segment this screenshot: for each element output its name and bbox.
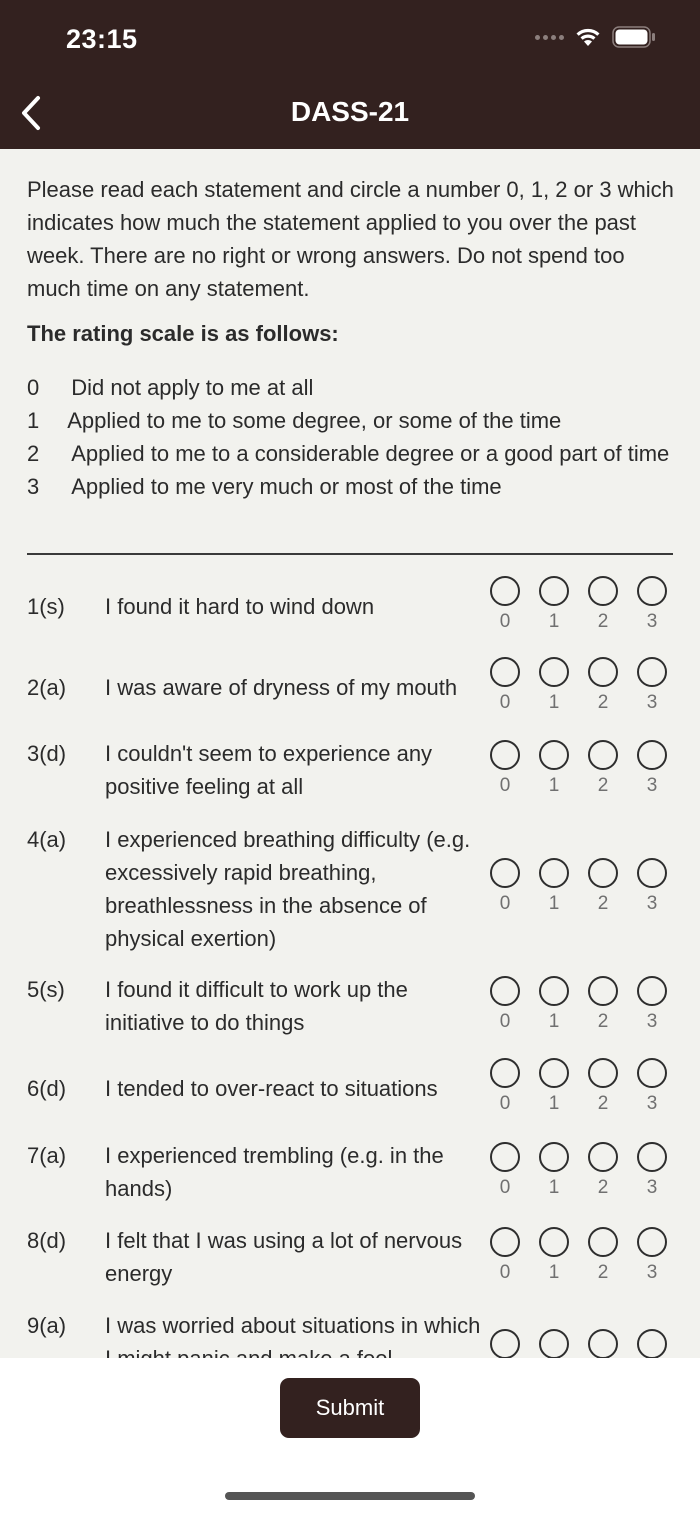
option-3[interactable]	[636, 1227, 668, 1283]
option-label: 0	[499, 1262, 511, 1283]
option-label: 3	[646, 1093, 658, 1114]
page-title: DASS-21	[290, 96, 410, 127]
option-label: 0	[499, 611, 511, 632]
instructions-text: Please read each statement and circle a number 0, 1, 2 or 3 which indicates how much the statement applied to you over the past week. There are no right or wrong answers. Do not spend too much time on any statement.	[27, 177, 674, 301]
radio-button[interactable]	[490, 1058, 520, 1088]
radio-button[interactable]	[490, 858, 520, 888]
radio-button[interactable]	[490, 976, 520, 1006]
option-label: 0	[499, 1011, 511, 1032]
radio-button[interactable]	[588, 1142, 618, 1172]
option-2[interactable]	[587, 740, 619, 796]
radio-button[interactable]	[539, 1142, 569, 1172]
option-1[interactable]	[538, 1227, 570, 1283]
question-text: I experienced trembling (e.g. in the hands)	[105, 1143, 444, 1201]
question-text: I experienced breathing difficulty (e.g. excessively rapid breathing, breathlessness in the absence of physical exertion)	[105, 827, 471, 951]
option-3[interactable]	[636, 657, 668, 713]
scale-item	[27, 371, 677, 404]
radio-button[interactable]	[539, 1227, 569, 1257]
scale-description: Did not apply to me at all	[71, 375, 314, 400]
radio-button[interactable]	[539, 976, 569, 1006]
radio-button[interactable]	[490, 1142, 520, 1172]
radio-button[interactable]	[588, 576, 618, 606]
radio-button[interactable]	[490, 657, 520, 687]
option-label: 1	[548, 611, 560, 632]
option-label: 2	[597, 611, 609, 632]
option-label: 2	[597, 775, 609, 796]
option-label: 1	[548, 692, 560, 713]
scale-description: Applied to me to some degree, or some of the time	[67, 408, 562, 433]
radio-button[interactable]	[637, 576, 667, 606]
wifi-icon	[574, 26, 602, 48]
answer-options	[489, 1142, 668, 1198]
cellular-signal-icon	[535, 35, 564, 40]
option-label: 0	[499, 1177, 511, 1198]
option-1[interactable]	[538, 657, 570, 713]
app-header	[0, 0, 700, 149]
option-0[interactable]	[489, 576, 521, 632]
option-3[interactable]	[636, 976, 668, 1032]
answer-options	[489, 740, 668, 796]
question-number: 7(a)	[27, 1143, 67, 1168]
option-label: 3	[646, 692, 658, 713]
radio-button[interactable]	[637, 1329, 667, 1359]
option-2[interactable]	[587, 976, 619, 1032]
option-2[interactable]	[587, 858, 619, 914]
submit-button[interactable]: Submit	[280, 1378, 420, 1438]
option-label: 2	[597, 893, 609, 914]
option-0[interactable]	[489, 1142, 521, 1198]
question-number: 3(d)	[27, 741, 67, 766]
option-2[interactable]	[587, 1058, 619, 1114]
radio-button[interactable]	[588, 1329, 618, 1359]
question-text: I found it difficult to work up the initiative to do things	[105, 977, 408, 1035]
question-text: I couldn't seem to experience any positive feeling at all	[105, 741, 433, 799]
radio-button[interactable]	[588, 657, 618, 687]
option-2[interactable]	[587, 657, 619, 713]
option-1[interactable]	[538, 976, 570, 1032]
option-3[interactable]	[636, 1142, 668, 1198]
option-label: 2	[597, 1011, 609, 1032]
questionnaire-content[interactable]	[0, 149, 700, 1358]
option-label: 0	[499, 893, 511, 914]
option-label: 1	[548, 1262, 560, 1283]
option-3[interactable]	[636, 1058, 668, 1114]
radio-button[interactable]	[637, 976, 667, 1006]
radio-button[interactable]	[637, 657, 667, 687]
option-2[interactable]	[587, 576, 619, 632]
scale-description: Applied to me to a considerable degree or a good part of time	[71, 441, 670, 466]
home-indicator[interactable]	[225, 1492, 475, 1500]
answer-options	[489, 1227, 668, 1283]
scale-number: 0	[27, 375, 40, 400]
status-time: 23:15	[66, 24, 138, 54]
option-label: 3	[646, 1177, 658, 1198]
option-label: 2	[597, 692, 609, 713]
radio-button[interactable]	[637, 858, 667, 888]
option-label: 1	[548, 1011, 560, 1032]
option-label: 3	[646, 1262, 658, 1283]
option-0[interactable]	[489, 858, 521, 914]
option-2[interactable]	[587, 1227, 619, 1283]
option-label: 3	[646, 1011, 658, 1032]
scale-heading: The rating scale is as follows:	[27, 321, 339, 346]
option-1[interactable]	[538, 1142, 570, 1198]
scale-item	[27, 470, 677, 503]
radio-button[interactable]	[588, 1058, 618, 1088]
option-3[interactable]	[636, 858, 668, 914]
option-label: 1	[548, 1177, 560, 1198]
option-label: 1	[548, 893, 560, 914]
radio-button[interactable]	[637, 1058, 667, 1088]
option-label: 0	[499, 775, 511, 796]
answer-options	[489, 976, 668, 1032]
option-label: 2	[597, 1262, 609, 1283]
question-number: 9(a)	[27, 1313, 67, 1338]
scale-number: 3	[27, 474, 40, 499]
option-1[interactable]	[538, 1058, 570, 1114]
radio-button[interactable]	[588, 858, 618, 888]
question-text: I found it hard to wind down	[105, 594, 375, 619]
question-number: 5(s)	[27, 977, 65, 1002]
option-3[interactable]	[636, 576, 668, 632]
radio-button[interactable]	[588, 740, 618, 770]
option-1[interactable]	[538, 740, 570, 796]
radio-button[interactable]	[637, 740, 667, 770]
radio-button[interactable]	[588, 1227, 618, 1257]
answer-options	[489, 858, 668, 914]
question-number: 6(d)	[27, 1076, 67, 1101]
option-2[interactable]	[587, 1142, 619, 1198]
scale-number: 1	[27, 408, 40, 433]
radio-button[interactable]	[637, 1142, 667, 1172]
divider	[27, 553, 673, 555]
question-text: I was worried about situations in which	[105, 1313, 481, 1338]
rating-scale-list	[27, 371, 677, 503]
option-3[interactable]	[636, 740, 668, 796]
option-1[interactable]	[538, 576, 570, 632]
radio-button[interactable]	[539, 858, 569, 888]
answer-options	[489, 1058, 668, 1114]
option-0[interactable]	[489, 976, 521, 1032]
option-label: 2	[597, 1177, 609, 1198]
footer-bar	[0, 1358, 700, 1514]
status-icons	[535, 26, 656, 48]
radio-button[interactable]	[490, 1227, 520, 1257]
radio-button[interactable]	[490, 740, 520, 770]
radio-button[interactable]	[539, 1329, 569, 1359]
question-number: 1(s)	[27, 594, 65, 619]
option-label: 3	[646, 893, 658, 914]
scale-item	[27, 437, 677, 470]
option-1[interactable]	[538, 858, 570, 914]
scale-number: 2	[27, 441, 40, 466]
radio-button[interactable]	[539, 740, 569, 770]
question-text: I felt that I was using a lot of nervous energy	[105, 1228, 463, 1286]
answer-options	[489, 657, 668, 713]
radio-button[interactable]	[588, 976, 618, 1006]
option-0[interactable]	[489, 740, 521, 796]
radio-button[interactable]	[539, 1058, 569, 1088]
radio-button[interactable]	[490, 1329, 520, 1359]
option-label: 2	[597, 1093, 609, 1114]
radio-button[interactable]	[637, 1227, 667, 1257]
question-number: 2(a)	[27, 675, 67, 700]
scale-description: Applied to me very much or most of the time	[71, 474, 502, 499]
radio-button[interactable]	[539, 576, 569, 606]
question-text: I was aware of dryness of my mouth	[105, 675, 458, 700]
radio-button[interactable]	[490, 576, 520, 606]
question-number: 8(d)	[27, 1228, 67, 1253]
answer-options	[489, 576, 668, 632]
option-label: 1	[548, 775, 560, 796]
option-0[interactable]	[489, 657, 521, 713]
option-0[interactable]	[489, 1058, 521, 1114]
battery-icon	[612, 26, 656, 48]
option-label: 0	[499, 692, 511, 713]
radio-button[interactable]	[539, 657, 569, 687]
scale-item	[27, 404, 677, 437]
option-label: 0	[499, 1093, 511, 1114]
option-label: 3	[646, 611, 658, 632]
option-label: 1	[548, 1093, 560, 1114]
option-label: 3	[646, 775, 658, 796]
question-number: 4(a)	[27, 827, 67, 852]
option-0[interactable]	[489, 1227, 521, 1283]
question-text: I tended to over-react to situations	[105, 1076, 438, 1101]
